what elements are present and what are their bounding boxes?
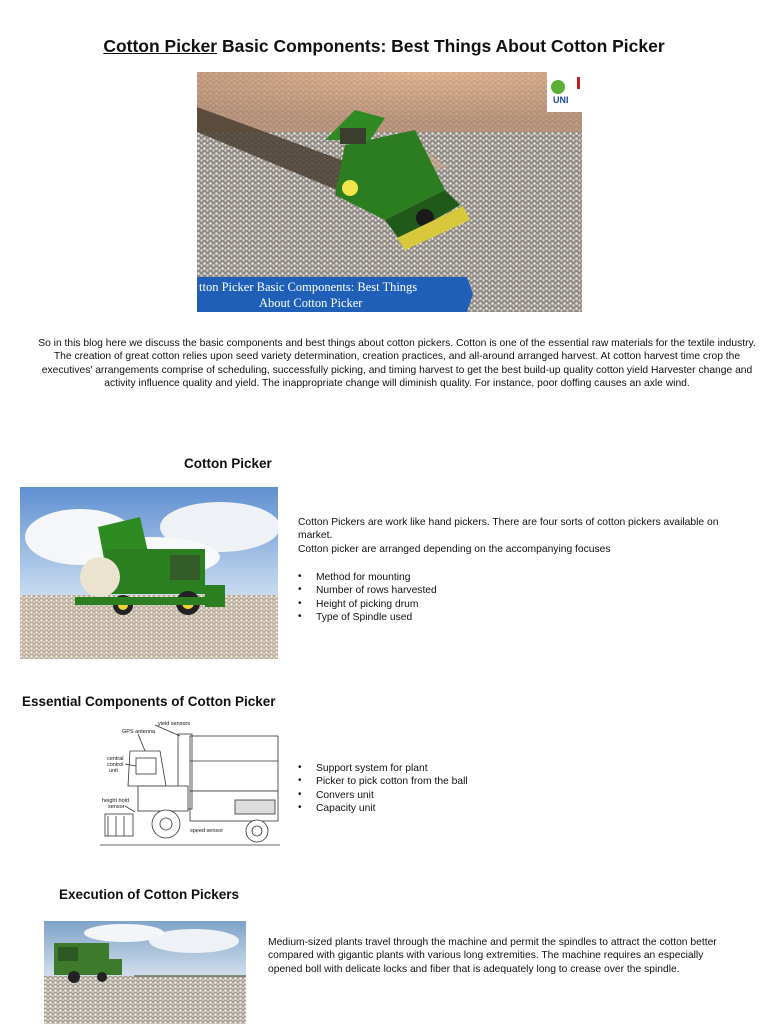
cotton-picker-photo (20, 487, 278, 659)
section-heading-cotton-picker: Cotton Picker (184, 456, 272, 471)
section-heading-essential-components: Essential Components of Cotton Picker (22, 694, 276, 709)
title-link[interactable]: Cotton Picker (103, 36, 218, 56)
list-item: • Capacity unit (298, 802, 738, 815)
label-gps-antenna: GPS antenna (122, 729, 156, 735)
list-item: • Picker to pick cotton from the ball (298, 775, 738, 788)
label-unit: unit (109, 768, 118, 774)
banner-line2: About Cotton Picker (259, 296, 363, 310)
section1-para2: Cotton picker are arranged depending on the accompanying focuses (298, 543, 611, 555)
section-heading-execution: Execution of Cotton Pickers (59, 887, 240, 902)
label-speed-sensor: speed sensor (190, 828, 224, 834)
label-yield-sensors: yield sensors (158, 721, 191, 727)
section2-bullet-list (298, 762, 738, 816)
section1-bullet-list (298, 571, 753, 625)
section1-para1: Cotton Pickers are work like hand pickers. There are four sorts of cotton pickers available on market. (298, 517, 719, 542)
components-diagram (100, 716, 280, 848)
label-control: control (107, 762, 124, 768)
label-height-hold: height hold (102, 798, 129, 804)
intro-paragraph: So in this blog here we discuss the basic components and best things about cotton pickers. Cotton is one of the essential raw materials for the textile industry. The creation of great cotton relies upon seed variety determination, creation practices, and all-around arranged harvest. At cotton harvest time crop the executives' arrangements comprise of scheduling, successfully picking, and timing harvest to get the best build-up quality cotton yield Harvester change and activity influence quality and yield. The inappropriate change will diminish quality. For instance, poor doffing causes an axle wind. (38, 338, 756, 389)
list-item: • Height of picking drum (298, 598, 753, 611)
list-item: • Method for mounting (298, 571, 753, 584)
label-sensor: sensor (108, 804, 125, 810)
list-item: • Convers unit (298, 789, 738, 802)
section1-text (298, 516, 753, 625)
label-central: central (107, 756, 124, 762)
execution-photo (44, 921, 246, 1024)
banner-line1: tton Picker Basic Components: Best Things (199, 280, 418, 294)
section3-paragraph: Medium-sized plants travel through the machine and permit the spindles to attract the cotton better compared with gigantic plants with various long extremities. The machine requires an especially opened boll with delicate locks and fiber that is adequately long to crease over the spindle. (268, 937, 717, 975)
page-title (0, 36, 768, 57)
title-rest: Basic Components: Best Things About Cotton Picker (217, 36, 665, 56)
list-item: • Support system for plant (298, 762, 738, 775)
hero-image (197, 72, 582, 312)
list-item: • Type of Spindle used (298, 611, 753, 624)
logo-text: UNI (553, 95, 569, 105)
list-item: • Number of rows harvested (298, 584, 753, 597)
